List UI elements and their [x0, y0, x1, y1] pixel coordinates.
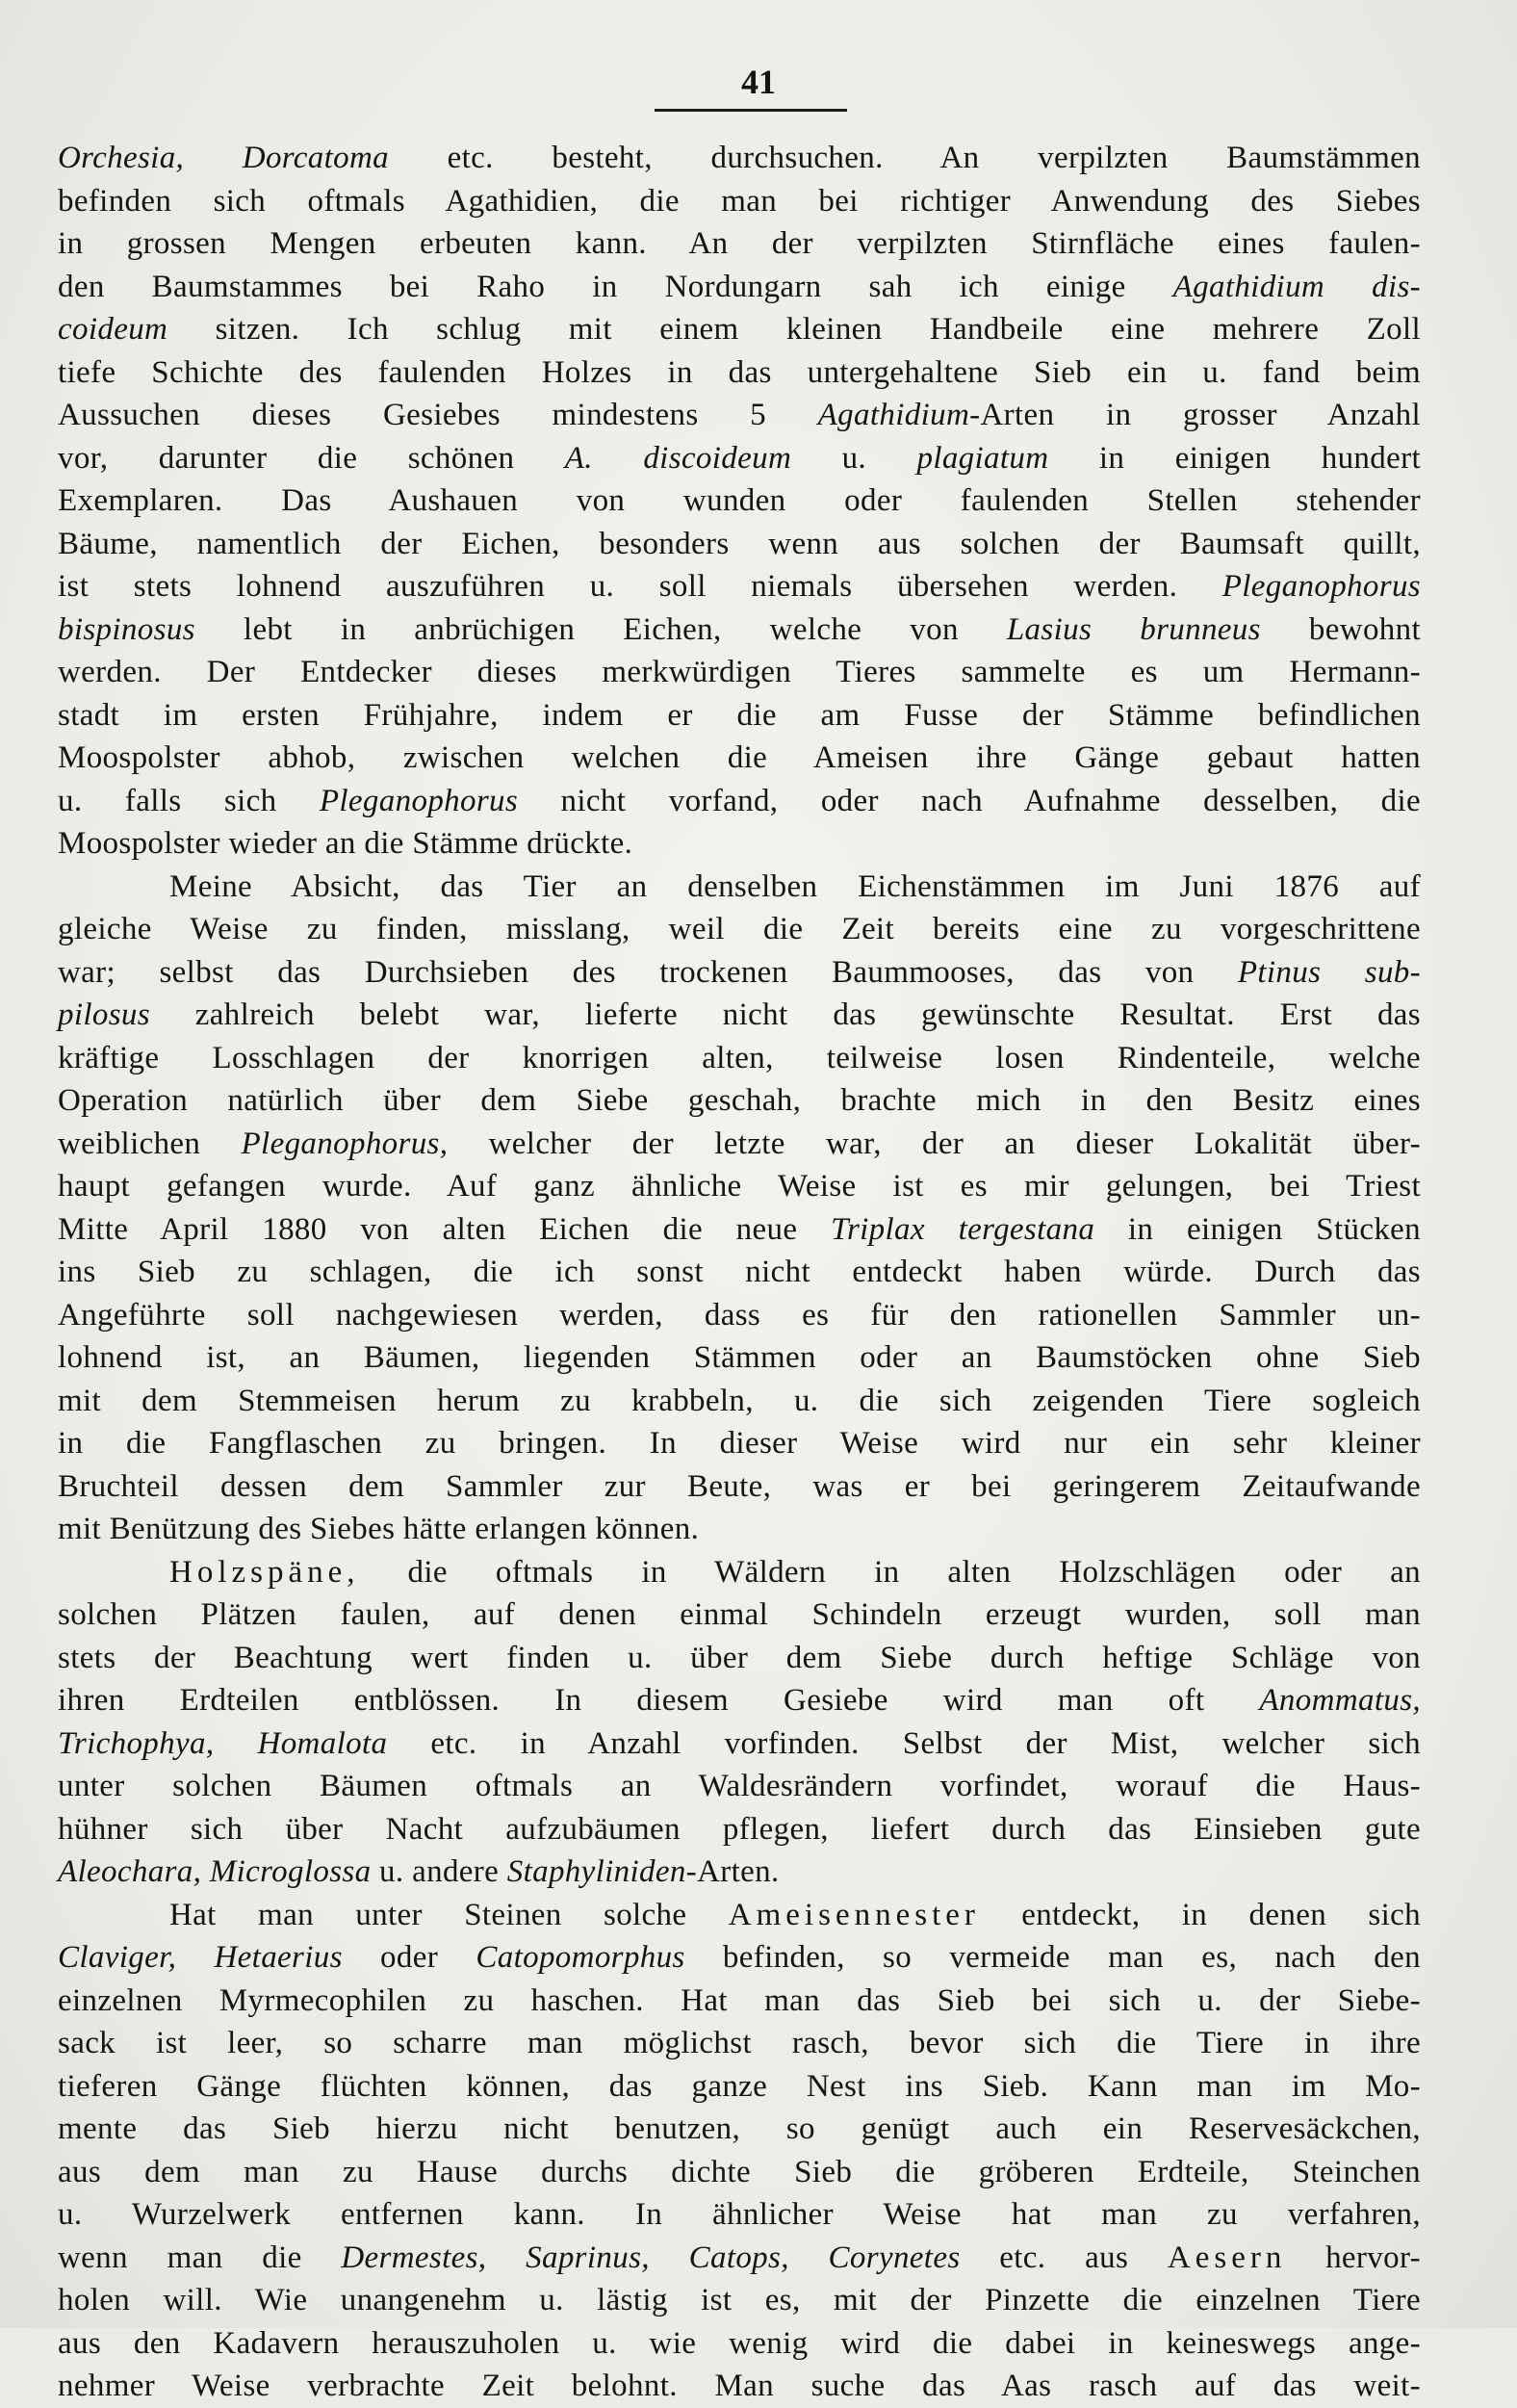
text-segment: tieferen Gänge flüchten können, das ganze Nest ins Sieb. Kann man im Mo-	[58, 2068, 1421, 2104]
text-line	[58, 1851, 1421, 1894]
text-segment: Angeführte soll nachgewiesen werden, dass es für den rationellen Sammler un-	[58, 1297, 1421, 1333]
text-line	[58, 479, 1421, 523]
text-segment: Moospolster abhob, zwischen welchen die Ameisen ihre Gänge gebaut hatten	[58, 740, 1421, 775]
text-segment: sack ist leer, so scharre man möglichst rasch, bevor sich die Tiere in ihre	[58, 2026, 1421, 2060]
text-line	[58, 1123, 1421, 1166]
text-line	[58, 2322, 1421, 2366]
text-segment: Moospolster wieder an die Stämme drückte.	[58, 826, 633, 861]
text-segment: in einigen hundert	[1048, 440, 1421, 476]
text-line	[58, 994, 1421, 1037]
text-line	[58, 608, 1421, 652]
text-line	[58, 1551, 1421, 1594]
text-line	[58, 1422, 1421, 1465]
text-segment: weiblichen	[58, 1126, 242, 1161]
text-segment: hühner sich über Nacht aufzubäumen pflegen, liefert durch das Einsieben gute	[58, 1811, 1421, 1847]
page-number: 41	[741, 63, 776, 101]
italic-species-name: Staphyliniden	[506, 1854, 686, 1889]
text-segment: u. Wurzelwerk entfernen kann. In ähnlicher Weise hat man zu verfahren,	[58, 2197, 1421, 2232]
italic-species-name: pilosus	[58, 997, 150, 1032]
text-segment: holen will. Wie unangenehm u. lästig ist es, mit der Pinzette die einzelnen Tiere	[58, 2283, 1421, 2317]
text-line	[58, 1722, 1421, 1766]
text-line	[58, 651, 1421, 694]
text-segment: haupt gefangen wurde. Auf ganz ähnliche Weise ist es mir gelungen, bei Triest	[58, 1169, 1421, 1204]
text-line	[58, 1165, 1421, 1208]
text-segment: u. falls sich	[58, 783, 320, 818]
text-segment: Bruchteil dessen dem Sammler zur Beute, was er bei geringerem Zeitaufwande	[58, 1468, 1421, 1504]
text-segment: ist stets lohnend auszuführen u. soll niemals übersehen werden.	[58, 569, 1222, 604]
italic-species-name: Ptinus sub-	[1237, 954, 1421, 990]
text-line	[58, 780, 1421, 823]
text-line	[58, 2065, 1421, 2109]
italic-species-name: Catopomorphus	[476, 1940, 685, 1975]
text-line	[58, 1593, 1421, 1637]
text-segment: vor, darunter die schönen	[58, 440, 565, 476]
text-segment: gleiche Weise zu finden, misslang, weil die Zeit bereits eine zu vorgeschrittene	[58, 912, 1421, 946]
text-segment: Aussuchen dieses Gesiebes mindestens 5	[58, 398, 818, 432]
text-line	[58, 308, 1421, 351]
text-line	[58, 822, 1421, 866]
italic-species-name: Pleganophorus,	[241, 1126, 449, 1161]
text-line	[58, 394, 1421, 437]
text-segment: in die Fangflaschen zu bringen. In dieser Weise wird nur ein sehr kleiner	[58, 1426, 1421, 1461]
text-segment: nicht vorfand, oder nach Aufnahme desselben, die	[518, 783, 1421, 818]
text-segment: zahlreich belebt war, lieferte nicht das gewünschte Resultat. Erst das	[149, 997, 1421, 1032]
italic-species-name: Trichophya, Homalota	[58, 1725, 388, 1761]
italic-species-name: Agathidium	[817, 398, 970, 432]
text-segment: unter solchen Bäumen oftmals an Waldesrändern vorfindet, worauf die Haus-	[58, 1769, 1421, 1803]
text-line	[58, 1508, 1421, 1551]
text-line	[58, 1894, 1421, 1937]
text-segment: tiefe Schichte des faulenden Holzes in das untergehaltene Sieb ein u. fand beim	[58, 354, 1421, 390]
text-segment: Meine Absicht, das Tier an denselben Eichenstämmen im Juni 1876 auf	[169, 868, 1421, 904]
text-segment: solchen Plätzen faulen, auf denen einmal Schindeln erzeugt wurden, soll man	[58, 1597, 1421, 1632]
text-segment: etc. besteht, durchsuchen. An verpilzten Baumstämmen	[389, 141, 1422, 175]
text-segment: befinden, so vermeide man es, nach den	[684, 1940, 1421, 1975]
text-line	[58, 1079, 1421, 1123]
text-line	[58, 2151, 1421, 2194]
italic-species-name: A. discoideum	[564, 440, 792, 476]
text-line	[58, 1208, 1421, 1252]
text-line	[58, 951, 1421, 995]
body-text	[58, 137, 1421, 2408]
text-line	[58, 1465, 1421, 1509]
text-line	[58, 1251, 1421, 1294]
text-line	[58, 908, 1421, 951]
text-line	[58, 1808, 1421, 1851]
text-line	[58, 2279, 1421, 2322]
text-line	[58, 1980, 1421, 2023]
text-line	[58, 2193, 1421, 2237]
italic-species-name: Pleganophorus	[1221, 569, 1421, 604]
text-segment: lebt in anbrüchigen Eichen, welche von	[194, 611, 1007, 647]
text-line	[58, 1765, 1421, 1808]
text-segment: u.	[791, 440, 917, 476]
text-segment: hervor-	[1286, 2240, 1421, 2275]
italic-species-name: plagiatum	[916, 440, 1049, 476]
text-segment: entdeckt, in denen sich	[979, 1897, 1421, 1932]
text-segment: einzelnen Myrmecophilen zu haschen. Hat man das Sieb bei sich u. der Siebe-	[58, 1982, 1421, 2018]
text-line	[58, 1679, 1421, 1722]
text-segment: stets der Beachtung wert finden u. über dem Siebe durch heftige Schläge von	[58, 1640, 1421, 1675]
text-line	[58, 1336, 1421, 1380]
text-segment: sitzen. Ich schlug mit einem kleinen Handbeile eine mehrere Zoll	[167, 312, 1421, 347]
italic-species-name: Dermestes, Saprinus, Catops, Corynetes	[341, 2240, 961, 2275]
text-segment: welcher der letzte war, der an dieser Lokalität über-	[448, 1126, 1421, 1161]
italic-species-name: Claviger, Hetaerius	[58, 1940, 343, 1975]
text-segment: mit Benützung des Siebes hätte erlangen können.	[58, 1512, 700, 1546]
text-segment: etc. in Anzahl vorfinden. Selbst der Mist, welcher sich	[387, 1725, 1421, 1761]
italic-species-name: coideum	[58, 312, 168, 347]
text-line	[58, 2365, 1421, 2408]
text-segment: in grossen Mengen erbeuten kann. An der verpilzten Stirnfläche eines faulen-	[58, 226, 1421, 261]
text-segment: u. andere	[371, 1854, 507, 1889]
text-segment: den Baumstammes bei Raho in Nordungarn sah ich einige	[58, 269, 1173, 304]
text-line	[58, 565, 1421, 608]
text-segment: nehmer Weise verbrachte Zeit belohnt. Man suche das Aas rasch auf das weit-	[58, 2369, 1421, 2403]
spaced-emphasis: Aesern	[1167, 2240, 1287, 2275]
text-segment: ins Sieb zu schlagen, die ich sonst nicht entdeckt haben würde. Durch das	[58, 1255, 1421, 1289]
text-line	[58, 222, 1421, 266]
text-line	[58, 2022, 1421, 2065]
text-line	[58, 737, 1421, 780]
text-line	[58, 180, 1421, 223]
text-line	[58, 1294, 1421, 1337]
text-segment: Operation natürlich über dem Siebe geschah, brachte mich in den Besitz eines	[58, 1083, 1421, 1118]
italic-species-name: Aleochara, Microglossa	[58, 1854, 372, 1889]
italic-species-name: Triplax tergestana	[831, 1211, 1095, 1247]
text-line	[58, 2108, 1421, 2151]
text-segment: mit dem Stemmeisen herum zu krabbeln, u. die sich zeigenden Tiere sogleich	[58, 1383, 1421, 1418]
text-line	[58, 351, 1421, 395]
italic-species-name: bispinosus	[58, 611, 195, 647]
text-segment: Hat man unter Steinen solche	[169, 1897, 729, 1932]
text-segment: lohnend ist, an Bäumen, liegenden Stämmen oder an Baumstöcken ohne Sieb	[58, 1340, 1421, 1375]
text-segment: werden. Der Entdecker dieses merkwürdigen Tieres sammelte es um Hermann-	[58, 655, 1421, 689]
text-segment: die oftmals in Wäldern in alten Holzschlägen oder an	[359, 1554, 1421, 1590]
text-segment: wenn man die	[58, 2240, 342, 2275]
text-line	[58, 2237, 1421, 2280]
text-line	[58, 437, 1421, 480]
spaced-emphasis: Ameisennester	[728, 1897, 980, 1932]
text-segment: war; selbst das Durchsieben des trockenen Baummooses, das von	[58, 954, 1238, 990]
text-segment: oder	[342, 1940, 476, 1975]
text-segment: kräftige Losschlagen der knorrigen alten, teilweise losen Rindenteile, welche	[58, 1040, 1421, 1075]
text-line	[58, 1037, 1421, 1080]
italic-species-name: Anommatus,	[1259, 1683, 1421, 1718]
text-line	[58, 1637, 1421, 1680]
text-segment: stadt im ersten Frühjahre, indem er die am Fusse der Stämme befindlichen	[58, 697, 1421, 733]
italic-species-name: Agathidium dis-	[1172, 269, 1421, 304]
italic-species-name: Lasius brunneus	[1006, 611, 1261, 647]
italic-species-name: Orchesia, Dorcatoma	[58, 141, 390, 175]
text-segment: bewohnt	[1260, 611, 1422, 647]
text-segment: in einigen Stücken	[1094, 1211, 1422, 1247]
text-line	[58, 866, 1421, 909]
text-segment: mente das Sieb hierzu nicht benutzen, so genügt auch ein Reservesäckchen,	[58, 2111, 1421, 2146]
text-segment: Mitte April 1880 von alten Eichen die neue	[58, 1211, 832, 1247]
text-line	[58, 1936, 1421, 1980]
page-number-rule	[655, 109, 847, 112]
text-segment: befinden sich oftmals Agathidien, die man bei richtiger Anwendung des Siebes	[58, 183, 1421, 219]
text-line	[58, 1380, 1421, 1423]
text-segment: -Arten in grosser Anzahl	[969, 398, 1421, 432]
text-segment: Bäume, namentlich der Eichen, besonders wenn aus solchen der Baumsaft quillt,	[58, 526, 1421, 561]
text-line	[58, 523, 1421, 566]
text-segment: Exemplaren. Das Aushauen von wunden oder faulenden Stellen stehender	[58, 483, 1421, 518]
text-segment: ihren Erdteilen entblössen. In diesem Gesiebe wird man oft	[58, 1683, 1260, 1718]
text-line	[58, 694, 1421, 738]
spaced-emphasis: Holzspäne,	[169, 1554, 360, 1590]
text-segment: aus dem man zu Hause durchs dichte Sieb die gröberen Erdteile, Steinchen	[58, 2154, 1421, 2189]
italic-species-name: Pleganophorus	[319, 783, 519, 818]
text-segment: aus den Kadavern herauszuholen u. wie wenig wird die dabei in keineswegs ange-	[58, 2325, 1421, 2361]
text-segment: -Arten.	[685, 1854, 780, 1889]
text-line	[58, 137, 1421, 180]
text-segment: etc. aus	[960, 2240, 1168, 2275]
text-line	[58, 266, 1421, 309]
